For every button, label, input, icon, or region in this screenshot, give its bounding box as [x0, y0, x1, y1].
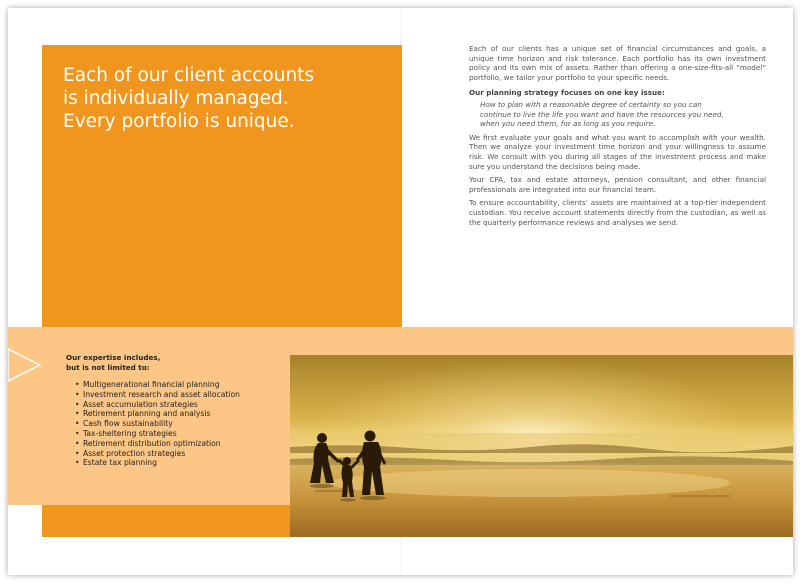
- list-item-label: Estate tax planning: [83, 458, 157, 468]
- bullet-icon: •: [75, 458, 80, 468]
- headline-line: Each of our client accounts: [63, 65, 315, 86]
- list-item-label: Tax-sheltering strategies: [83, 428, 177, 438]
- bullet-icon: •: [75, 409, 80, 419]
- bullet-icon: •: [75, 389, 80, 399]
- list-item: [75, 380, 281, 390]
- expertise-heading: [66, 353, 281, 372]
- list-item: [75, 439, 281, 449]
- list-item-label: Multigenerational financial planning: [83, 380, 220, 389]
- strategy-quote: [480, 100, 766, 129]
- list-item-label: Cash flow sustainability: [83, 419, 173, 429]
- custodian-paragraph: To ensure accountability, clients’ assets are maintained at a top-tier independent custodian. You receive account statements directly from the custodian, as well as the quarterly performance reviews and analyses we send.: [469, 198, 766, 227]
- list-item: [75, 400, 281, 410]
- headline: [63, 64, 393, 133]
- beach-family-silhouette-icon: [290, 355, 793, 537]
- list-item-label: Investment research and asset allocation: [83, 389, 240, 399]
- bullet-icon: •: [75, 399, 80, 409]
- strategy-heading: Our planning strategy focuses on one key issue:: [469, 88, 665, 98]
- quote-line: continue to live the life you want and have the resources you need,: [480, 109, 724, 119]
- list-item-label: Retirement distribution optimization: [83, 438, 221, 448]
- list-item-label: Asset protection strategies: [83, 448, 186, 458]
- expertise-list: [66, 380, 281, 468]
- list-item: [75, 409, 281, 419]
- list-item: [75, 419, 281, 429]
- intro-paragraph: Each of our clients has a unique set of financial circumstances and goals, a unique time horizon and risk tolerance. Each portfolio has its own investment policy and its own mix of assets. Rather than offering a one-size-fits-all “model” portfolio, we tailor your portfolio to your specific needs.: [469, 44, 766, 82]
- beach-family-photo: [290, 355, 793, 537]
- list-item: [75, 458, 281, 468]
- quote-line: How to plan with a reasonable degree of certainty so you can: [480, 99, 702, 109]
- list-item: [75, 390, 281, 400]
- bullet-icon: •: [75, 380, 80, 389]
- bullet-icon: •: [75, 428, 80, 438]
- list-item: [75, 429, 281, 439]
- quote-line: when you need them, for as long as you require.: [480, 119, 656, 129]
- list-item-label: Retirement planning and analysis: [83, 409, 211, 419]
- expertise-heading-line: but is not limited to:: [66, 362, 150, 372]
- bullet-icon: •: [75, 419, 80, 429]
- expertise-heading-line: Our expertise includes,: [66, 353, 161, 362]
- intro-text-column: [469, 44, 766, 231]
- arrow-tab-icon: [8, 345, 48, 385]
- bullet-icon: •: [75, 438, 80, 448]
- list-item: [75, 449, 281, 459]
- headline-line: is individually managed.: [63, 88, 289, 109]
- expertise-band-footer: [42, 505, 290, 537]
- expertise-list-block: [66, 353, 281, 468]
- headline-line: Every portfolio is unique.: [63, 111, 295, 132]
- bullet-icon: •: [75, 448, 80, 458]
- list-item-label: Asset accumulation strategies: [83, 399, 198, 409]
- process-paragraph: We first evaluate your goals and what you want to accomplish with your wealth. Then we analyze your investment time horizon and your willingness to assume risk. We consult with you during all stages of the investment process and make sure you understand the decisions being made.: [469, 132, 766, 171]
- team-paragraph: Your CPA, tax and estate attorneys, pension consultant, and other financial professionals are integrated into our financial team.: [469, 175, 766, 194]
